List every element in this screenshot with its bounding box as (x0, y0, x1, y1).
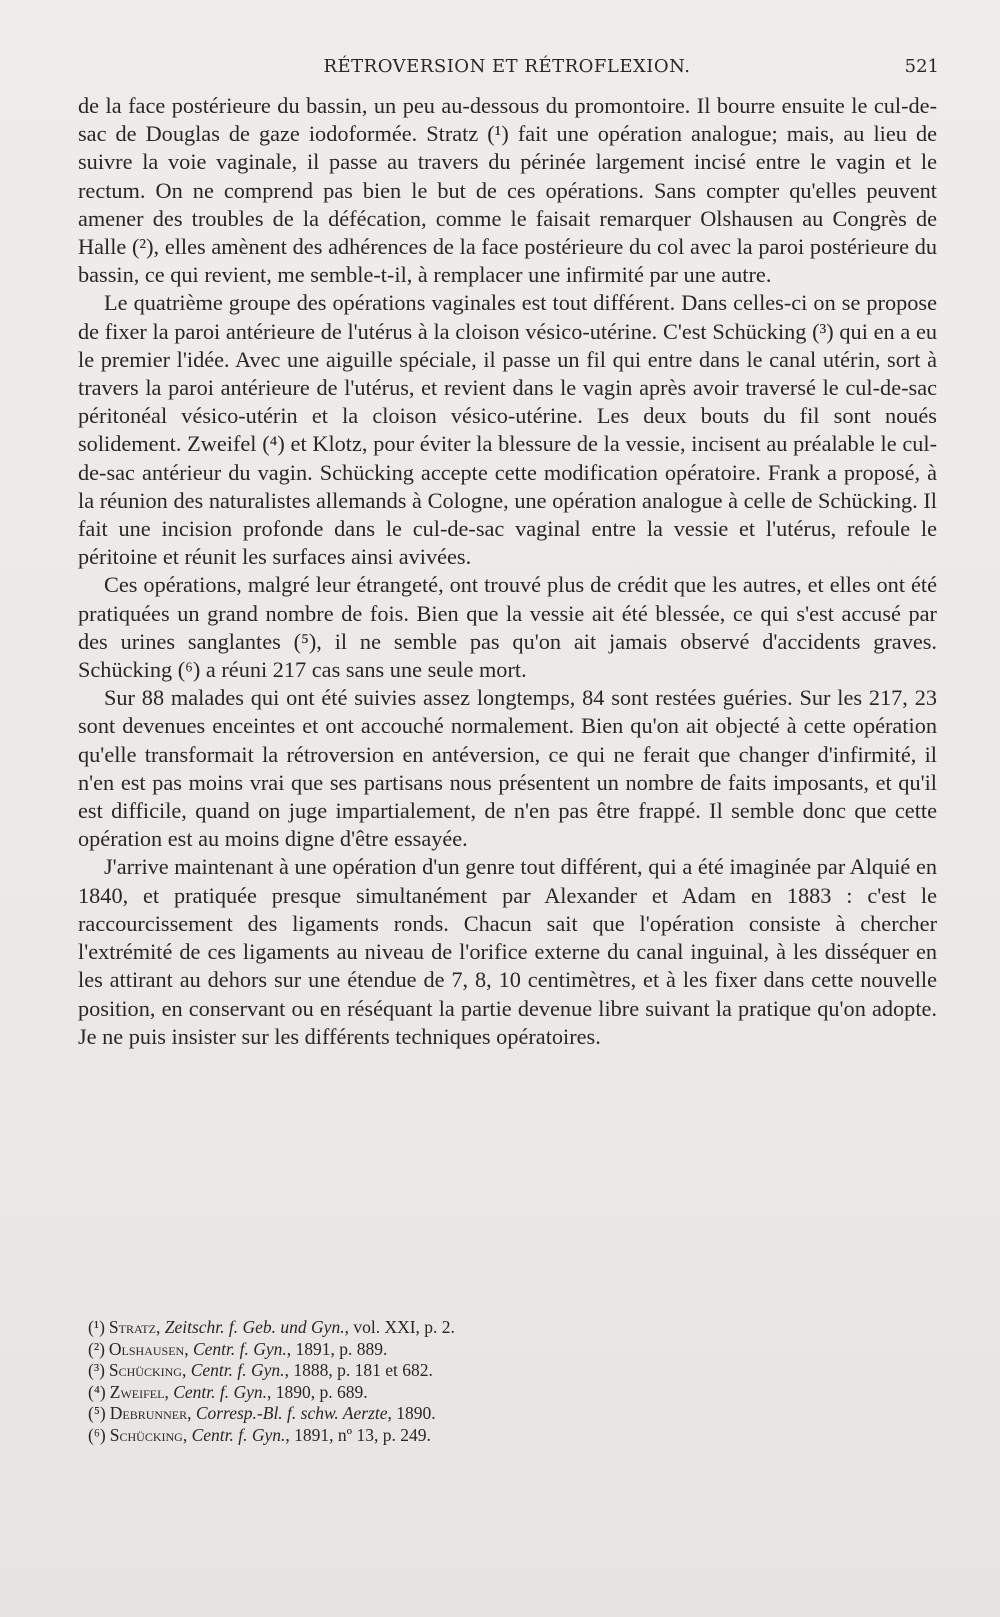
footnote-journal: Centr. f. Gyn. (192, 1338, 287, 1359)
paragraph: Ces opérations, malgré leur étrangeté, ont trouvé plus de crédit que les autres, et elles ont été pratiquées un grand nombre de fois. Bien que la vessie ait été blessée, ce qui s'est accusé par des urines sanglantes (⁵), il ne semble pas qu'on ait jamais observé d'accidents graves. Schücking (⁶) a réuni 217 cas sans une seule mort. (78, 572, 937, 683)
running-title: RÉTROVERSION ET RÉTROFLEXION. (323, 56, 691, 77)
footnote-journal: Zeitschr. f. Geb. und Gyn. (164, 1317, 345, 1337)
paragraph: Le quatrième groupe des opérations vaginales est tout différent. Dans celles-ci on se propose de fixer la paroi antérieure de l'utérus à la cloison vésico-utérine. C'est Schücking (³) qui en a eu le premier l'idée. Avec une aiguille spéciale, il passe un fil qui entre dans le canal utérin, sort à travers la paroi antérieure de l'utérus, et revient dans le vagin après avoir traversé le cul-de-sac péritonéal vésico-utérin et la cloison vésico-utérine. Les deux bouts du fil sont noués solidement. Zweifel (⁴) et Klotz, pour éviter la blessure de la vessie, incisent au préalable le cul-de-sac antérieur du vagin. Schücking accepte cette modification opératoire. Frank a proposé, à la réunion des naturalistes allemands à Cologne, une opération analogue à celle de Schücking. Il fait une incision profonde dans le cul-de-sac vaginal entre la vessie et l'utérus, refoule le péritoine et réunit les surfaces ainsi avivées. (78, 290, 937, 570)
footnote-number: (⁶) (88, 1424, 106, 1445)
footnote-journal: Corresp.-Bl. f. schw. Aerzte (195, 1403, 388, 1423)
footnote-reference: , vol. XXI, p. 2. (344, 1317, 455, 1337)
footnote-author: Stratz, (108, 1317, 161, 1337)
footnote-reference: , 1891, p. 889. (286, 1338, 388, 1359)
footnote-reference: , 1890, p. 689. (267, 1381, 368, 1402)
page-number: 521 (904, 56, 939, 77)
footnote (88, 1317, 928, 1339)
footnote-author: Debrunner, (109, 1403, 192, 1423)
footnote (88, 1360, 928, 1382)
footnote (88, 1382, 928, 1404)
footnote-author: Schücking, (108, 1360, 187, 1380)
page-header (75, 56, 939, 86)
footnote-author: Olshausen, (108, 1338, 189, 1359)
paragraph-continued: de la face postérieure du bassin, un peu au-dessous du promontoire. Il bourre ensuite le cul-de-sac de Douglas de gaze iodoformée. Stratz (¹) fait une opération analogue; mais, au lieu de suivre la voie vaginale, il passe au travers du périnée largement incisé entre le vagin et le rectum. On ne comprend pas bien le but de ces opérations. Sans compter qu'elles peuvent amener des troubles de la défécation, comme le faisait remarquer Olshausen au Congrès de Halle (²), elles amènent des adhérences de la face postérieure du col avec la paroi postérieure du bassin, ce qui revient, me semble-t-il, à remplacer une infirmité par une autre. (78, 93, 937, 288)
footnote (88, 1425, 928, 1447)
paragraph: Sur 88 malades qui ont été suivies assez longtemps, 84 sont restées guéries. Sur les 217, 23 sont devenues enceintes et ont accouché normalement. Bien qu'on ait objecté à cette opération qu'elle transformait la rétroversion en antéversion, ce qui ne ferait que changer d'infirmité, il n'en est pas moins vrai que ses partisans nous présentent un nombre de faits imposants, et qu'il est difficile, quand on juge impartialement, de n'en pas être frappé. Il semble donc que cette opération est au moins digne d'être essayée. (78, 685, 937, 852)
footnote-number: (²) (88, 1338, 105, 1359)
body-text (78, 92, 937, 1051)
footnote-reference: , 1890. (387, 1403, 436, 1423)
footnote-journal: Centr. f. Gyn. (190, 1360, 285, 1380)
footnote-author: Schücking, (109, 1424, 188, 1445)
footnote-author: Zweifel, (109, 1381, 169, 1402)
footnotes (88, 1317, 928, 1446)
footnote-number: (⁴) (88, 1381, 106, 1402)
footnote-journal: Centr. f. Gyn. (173, 1381, 268, 1402)
footnote-reference: , 1888, p. 181 et 682. (284, 1360, 433, 1380)
footnote-number: (¹) (88, 1317, 105, 1337)
footnote-number: (⁵) (88, 1403, 106, 1423)
paragraph: J'arrive maintenant à une opération d'un genre tout différent, qui a été imaginée par Alquié en 1840, et pratiquée presque simultanément par Alexander et Adam en 1883 : c'est le raccourcissement des ligaments ronds. Chacun sait que l'opération consiste à chercher l'extrémité de ces ligaments au niveau de l'orifice externe du canal inguinal, à les disséquer en les attirant au dehors sur une étendue de 7, 8, 10 centimètres, et à les fixer dans cette nouvelle position, en conservant ou en réséquant la partie devenue libre suivant la pratique qu'on adopte. Je ne puis insister sur les différents techniques opératoires. (78, 854, 937, 1049)
footnote (88, 1403, 928, 1425)
footnote-reference: , 1891, nº 13, p. 249. (285, 1424, 431, 1445)
footnote-journal: Centr. f. Gyn. (191, 1424, 286, 1445)
footnote-number: (³) (88, 1360, 105, 1380)
footnote (88, 1339, 928, 1361)
